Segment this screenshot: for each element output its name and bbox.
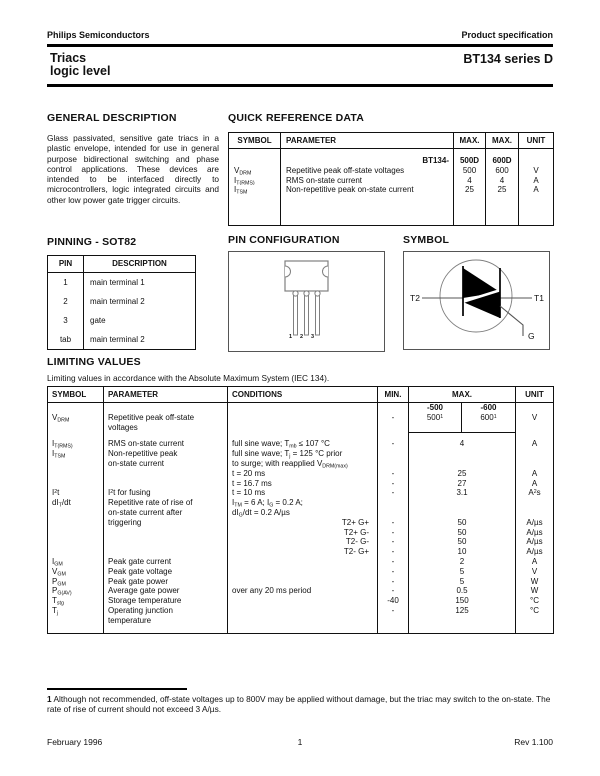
table-row xyxy=(48,567,554,577)
cell xyxy=(516,449,554,459)
max-cell: 50 xyxy=(409,518,516,528)
footnote-text xyxy=(47,694,553,714)
cell xyxy=(516,423,554,433)
unit-cell: A/µs xyxy=(516,528,554,538)
company-name: Philips Semiconductors xyxy=(47,30,150,40)
cell xyxy=(462,423,516,433)
cell xyxy=(228,413,378,423)
parameter-cell: on-state current after xyxy=(104,508,228,518)
table-row xyxy=(48,433,554,449)
description-cell: main terminal 2 xyxy=(84,292,196,311)
table-row xyxy=(48,403,554,413)
variant-cell: 500D xyxy=(454,149,486,166)
unit-cell: A xyxy=(516,479,554,489)
cell xyxy=(48,508,104,518)
table-header-row xyxy=(229,133,554,149)
value-cell: 500 xyxy=(454,166,486,176)
footnote-body: Although not recommended, off-state voltages up to 800V may be applied without damage, but the triac may switch to the on-state. The rate of rise of current should not exceed 3 A/µs. xyxy=(47,693,551,714)
conditions-cell: T2+ G- xyxy=(228,528,378,538)
parameter-cell: triggering xyxy=(104,518,228,528)
table-row xyxy=(229,149,554,166)
conditions-cell: $dI_G/dt = 0.2$ A/µs xyxy=(228,508,378,518)
min-cell: - xyxy=(378,528,409,538)
gate-label: G xyxy=(528,331,535,341)
col-header: MIN. xyxy=(378,387,409,403)
min-cell: - xyxy=(378,469,409,479)
table-header-row xyxy=(48,387,554,403)
doc-title xyxy=(47,52,110,78)
max-cell: 2 xyxy=(409,557,516,567)
cell xyxy=(48,616,104,633)
symbol-cell: $P_{GM}$ xyxy=(52,576,66,587)
cell xyxy=(409,449,516,459)
symbol-drawing-box xyxy=(403,251,550,350)
table-row xyxy=(229,176,554,186)
cell xyxy=(48,403,104,413)
parameter-cell: Repetitive rate of rise of xyxy=(104,498,228,508)
unit-cell: $A^2s$ xyxy=(516,488,554,498)
table-row xyxy=(48,488,554,498)
conditions-cell: to surge; with reapplied $V_{DRM(max)}$ xyxy=(228,459,378,469)
part-number: BT134 series D xyxy=(463,52,553,66)
value-cell: 4 xyxy=(486,176,519,186)
limiting-values-section xyxy=(47,356,553,634)
cell xyxy=(516,498,554,508)
pin-configuration-heading: PIN CONFIGURATION xyxy=(228,234,340,246)
conditions-cell: T2+ G+ xyxy=(228,518,378,528)
conditions-cell: T2- G- xyxy=(228,537,378,547)
table-row xyxy=(48,508,554,518)
symbol-section xyxy=(403,234,550,350)
cell xyxy=(104,528,228,538)
max-cell: 4 xyxy=(409,433,516,449)
conditions-cell: T2- G+ xyxy=(228,547,378,557)
min-cell: - xyxy=(378,547,409,557)
parameter-cell: Peak gate voltage xyxy=(104,567,228,577)
symbol-cell: $V_{GM}$ xyxy=(52,566,66,577)
limiting-values-table xyxy=(47,386,554,634)
cell xyxy=(48,459,104,469)
max-cell: 10 xyxy=(409,547,516,557)
symbol-cell: $I^2t$ xyxy=(52,488,60,498)
pin-label-3: 3 xyxy=(311,334,315,340)
cell xyxy=(48,537,104,547)
parameter-cell: Storage temperature xyxy=(104,596,228,606)
cell xyxy=(228,596,378,606)
pin-label-2: 2 xyxy=(300,334,304,340)
col-header: UNIT xyxy=(519,133,554,149)
quick-reference-table xyxy=(228,132,554,226)
symbol-cell: $I_{T(RMS)}$ xyxy=(52,438,73,450)
table-row xyxy=(48,330,196,350)
cell xyxy=(48,469,104,479)
limiting-values-heading: LIMITING VALUES xyxy=(47,356,141,368)
pinning-table xyxy=(47,255,196,350)
max-cell: 25 xyxy=(409,469,516,479)
table-row xyxy=(48,413,554,423)
description-cell: main terminal 1 xyxy=(84,273,196,293)
parameter-cell: Peak gate power xyxy=(104,577,228,587)
col-header: MAX. xyxy=(409,387,516,403)
footnote-rule xyxy=(47,688,187,690)
table-row xyxy=(48,449,554,459)
min-cell: -40 xyxy=(378,596,409,606)
unit-cell: A/µs xyxy=(516,547,554,557)
general-description-section xyxy=(47,112,219,205)
min-cell: - xyxy=(378,479,409,489)
doc-type: Product specification xyxy=(461,30,553,40)
symbol-cell: $V_{DRM}$ xyxy=(234,165,252,176)
description-cell: main terminal 2 xyxy=(84,330,196,350)
general-description-text: Glass passivated, sensitive gate triacs in a plastic envelope, intended for use in general purpose bidirectional switching and phase control applications. These devices are intended to be interfaced directly to microcontrollers, logic integrated circuits and other low power gate trigger circuits. xyxy=(47,133,219,205)
table-row xyxy=(48,557,554,567)
table-row xyxy=(48,577,554,587)
parameter-cell: Peak gate current xyxy=(104,557,228,567)
table-row xyxy=(48,616,554,633)
unit-cell: °C xyxy=(516,606,554,616)
unit-cell: A xyxy=(516,557,554,567)
symbol-cell: $V_{DRM}$ xyxy=(52,412,70,423)
col-header: SYMBOL xyxy=(229,133,281,149)
cell xyxy=(516,459,554,469)
max-cell: 50 xyxy=(409,537,516,547)
parameter-cell: temperature xyxy=(104,616,228,633)
col-header: SYMBOL xyxy=(48,387,104,403)
table-row xyxy=(48,459,554,469)
pin-configuration-section xyxy=(228,234,385,352)
cell xyxy=(104,479,228,489)
triac-symbol-icon xyxy=(404,252,548,344)
variant-cell: 600D xyxy=(486,149,519,166)
max-cell: $600^1$ xyxy=(462,413,516,423)
col-header: DESCRIPTION xyxy=(84,256,196,273)
min-cell: - xyxy=(378,606,409,616)
max-cell: -500 xyxy=(409,403,462,413)
page-number: 1 xyxy=(297,737,303,747)
cell xyxy=(104,469,228,479)
max-cell: 0.5 xyxy=(409,586,516,596)
value-cell: 25 xyxy=(454,185,486,195)
cell xyxy=(228,616,378,633)
unit-cell: W xyxy=(516,577,554,587)
max-cell: 125 xyxy=(409,606,516,616)
cell xyxy=(229,149,281,166)
value-cell: 600 xyxy=(486,166,519,176)
quick-reference-heading: QUICK REFERENCE DATA xyxy=(228,112,365,124)
page-footer xyxy=(47,737,553,747)
unit-cell: A xyxy=(519,176,554,186)
conditions-cell: over any 20 ms period xyxy=(228,586,378,596)
quick-reference-section xyxy=(228,112,553,226)
table-row xyxy=(48,498,554,508)
doc-title-line2: logic level xyxy=(50,64,111,78)
terminal-t1-label: T1 xyxy=(534,293,544,303)
family-cell: BT134- xyxy=(281,149,454,166)
table-row xyxy=(48,528,554,538)
conditions-cell: full sine wave; $T_j = 125$ °C prior xyxy=(228,449,378,459)
symbol-cell: $T_{stg}$ xyxy=(52,596,64,606)
header-rule-bottom xyxy=(47,84,553,87)
unit-cell: A/µs xyxy=(516,537,554,547)
cell xyxy=(228,567,378,577)
table-row xyxy=(229,166,554,176)
cell xyxy=(378,616,409,633)
footer-revision: Rev 1.100 xyxy=(514,737,553,747)
header-rule-top xyxy=(47,44,553,47)
pin-cell: 2 xyxy=(63,296,68,306)
col-header: MAX. xyxy=(486,133,519,149)
unit-cell: A xyxy=(519,185,554,195)
cell xyxy=(486,195,519,226)
pin-cell: 3 xyxy=(63,315,68,325)
parameter-cell: RMS on-state current xyxy=(104,433,228,449)
table-row xyxy=(229,185,554,195)
cell xyxy=(48,547,104,557)
footer-date: February 1996 xyxy=(47,737,103,747)
parameter-cell: RMS on-state current xyxy=(281,176,454,186)
cell xyxy=(229,195,281,226)
spacer-row xyxy=(229,195,554,226)
unit-cell: A xyxy=(516,433,554,449)
conditions-cell: t = 10 ms xyxy=(228,488,378,498)
cell xyxy=(228,606,378,616)
pin-cell: 1 xyxy=(63,277,68,287)
cell xyxy=(519,195,554,226)
parameter-cell: Non-repetitive peak xyxy=(104,449,228,459)
col-header: PARAMETER xyxy=(281,133,454,149)
col-header: MAX. xyxy=(454,133,486,149)
min-cell: - xyxy=(378,518,409,528)
cell xyxy=(516,508,554,518)
max-cell: 150 xyxy=(409,596,516,606)
conditions-cell: full sine wave; $T_{mb} \le 107$ °C xyxy=(228,433,378,449)
min-cell: - xyxy=(378,413,409,423)
table-row xyxy=(48,311,196,330)
cell xyxy=(409,459,516,469)
cell xyxy=(378,403,409,413)
cell xyxy=(48,518,104,528)
cell xyxy=(228,403,378,413)
unit-cell: W xyxy=(516,586,554,596)
conditions-cell: t = 20 ms xyxy=(228,469,378,479)
cell xyxy=(409,508,516,518)
min-cell: - xyxy=(378,488,409,498)
cell xyxy=(228,557,378,567)
pinning-heading: PINNING - SOT82 xyxy=(47,236,137,248)
cell xyxy=(519,149,554,166)
parameter-cell: Operating junction xyxy=(104,606,228,616)
conditions-cell: $I_{TM} = 6$ A; $I_G = 0.2$ A; xyxy=(228,498,378,508)
symbol-cell: $I_{T(RMS)}$ xyxy=(234,175,255,186)
table-row xyxy=(48,479,554,489)
unit-cell: °C xyxy=(516,596,554,606)
table-row xyxy=(48,469,554,479)
unit-cell: V xyxy=(516,567,554,577)
max-cell: $500^1$ xyxy=(409,413,462,423)
cell xyxy=(48,423,104,433)
cell xyxy=(409,423,462,433)
table-row xyxy=(48,586,554,596)
min-cell: - xyxy=(378,586,409,596)
min-cell: - xyxy=(378,557,409,567)
cell xyxy=(104,537,228,547)
limiting-values-intro: Limiting values in accordance with the Absolute Maximum System (IEC 134). xyxy=(47,373,330,383)
unit-cell: A xyxy=(516,469,554,479)
cell xyxy=(228,577,378,587)
min-cell: - xyxy=(378,577,409,587)
symbol-cell: $P_{G(AV)}$ xyxy=(52,586,72,597)
table-row xyxy=(48,537,554,547)
table-row xyxy=(48,547,554,557)
max-cell: -600 xyxy=(462,403,516,413)
max-cell: 3.1 xyxy=(409,488,516,498)
unit-cell: V xyxy=(516,413,554,423)
symbol-heading: SYMBOL xyxy=(403,234,450,246)
general-description-heading: GENERAL DESCRIPTION xyxy=(47,112,177,124)
parameter-cell: Repetitive peak off-state voltages xyxy=(281,166,454,176)
max-cell: 27 xyxy=(409,479,516,489)
page-header xyxy=(47,30,553,87)
symbol-cell: $I_{TSM}$ xyxy=(52,449,66,459)
parameter-cell: Average gate power xyxy=(104,586,228,596)
value-cell: 4 xyxy=(454,176,486,186)
cell xyxy=(48,528,104,538)
col-header: UNIT xyxy=(516,387,554,403)
parameter-cell: $I^2t$ for fusing xyxy=(104,488,228,498)
col-header: PARAMETER xyxy=(104,387,228,403)
cell xyxy=(104,403,228,413)
parameter-cell: voltages xyxy=(104,423,228,433)
pin-cell: tab xyxy=(59,334,72,344)
cell xyxy=(281,195,454,226)
cell xyxy=(454,195,486,226)
parameter-cell: Non-repetitive peak on-state current xyxy=(281,185,454,195)
parameter-cell: on-state current xyxy=(104,459,228,469)
symbol-cell: $I_{TSM}$ xyxy=(234,185,248,196)
min-cell: - xyxy=(378,433,409,449)
symbol-cell: $I_{GM}$ xyxy=(52,556,63,567)
cell xyxy=(378,508,409,518)
parameter-cell: Repetitive peak off-state xyxy=(104,413,228,423)
cell xyxy=(378,449,409,459)
min-cell: - xyxy=(378,567,409,577)
cell xyxy=(48,479,104,489)
table-row xyxy=(48,596,554,606)
table-row xyxy=(48,273,196,293)
max-cell: 50 xyxy=(409,528,516,538)
table-row xyxy=(48,423,554,433)
doc-title-line1: Triacs xyxy=(50,51,87,65)
unit-cell: A/µs xyxy=(516,518,554,528)
terminal-t2-label: T2 xyxy=(410,293,420,303)
cell xyxy=(378,498,409,508)
symbol-cell: $dI_T/dt$ xyxy=(52,498,71,508)
cell xyxy=(104,547,228,557)
footnote-section xyxy=(47,688,553,714)
min-cell: - xyxy=(378,537,409,547)
footnote-number: 1 xyxy=(47,693,52,704)
col-header: CONDITIONS xyxy=(228,387,378,403)
sot82-package-icon xyxy=(229,252,383,346)
col-header: PIN xyxy=(48,256,84,273)
cell xyxy=(409,616,516,633)
symbol-cell: $T_j$ xyxy=(52,605,59,616)
value-cell: 25 xyxy=(486,185,519,195)
max-cell: 5 xyxy=(409,567,516,577)
package-drawing-box xyxy=(228,251,385,352)
description-cell: gate xyxy=(84,311,196,330)
pin-label-1: 1 xyxy=(289,334,293,340)
conditions-cell: t = 16.7 ms xyxy=(228,479,378,489)
table-header-row xyxy=(48,256,196,273)
cell xyxy=(409,498,516,508)
table-row xyxy=(48,518,554,528)
cell xyxy=(378,459,409,469)
cell xyxy=(516,403,554,413)
pinning-section xyxy=(47,236,197,350)
cell xyxy=(516,616,554,633)
unit-cell: V xyxy=(519,166,554,176)
table-row xyxy=(48,292,196,311)
cell xyxy=(228,423,378,433)
table-row xyxy=(48,606,554,616)
cell xyxy=(378,423,409,433)
max-cell: 5 xyxy=(409,577,516,587)
